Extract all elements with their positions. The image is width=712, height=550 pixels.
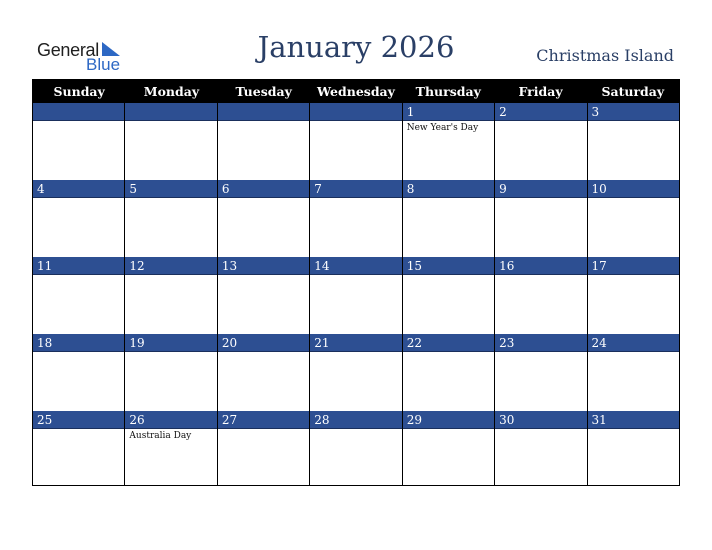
day-number: 16: [495, 257, 586, 275]
day-cell[interactable]: [124, 334, 216, 411]
day-cell[interactable]: [587, 257, 679, 334]
day-number: 6: [218, 180, 309, 198]
day-number: 27: [218, 411, 309, 429]
day-number: [33, 103, 124, 121]
day-number: 21: [310, 334, 401, 352]
day-cell[interactable]: [124, 103, 216, 180]
day-number: 14: [310, 257, 401, 275]
day-number: 13: [218, 257, 309, 275]
day-cell[interactable]: [494, 411, 586, 486]
day-number: 18: [33, 334, 124, 352]
day-number: 4: [33, 180, 124, 198]
day-number: [310, 103, 401, 121]
weekday-monday: Monday: [143, 84, 200, 99]
day-cell[interactable]: [587, 334, 679, 411]
day-cell[interactable]: [402, 180, 494, 257]
day-number: 20: [218, 334, 309, 352]
day-cell[interactable]: [402, 411, 494, 486]
day-cell[interactable]: [33, 103, 124, 180]
day-cell[interactable]: [494, 334, 586, 411]
day-cell[interactable]: [124, 180, 216, 257]
day-cell[interactable]: [402, 257, 494, 334]
day-cell[interactable]: [217, 334, 309, 411]
day-number: 22: [403, 334, 494, 352]
day-cell[interactable]: [494, 103, 586, 180]
day-number: 15: [403, 257, 494, 275]
day-number: 12: [125, 257, 216, 275]
weekday-thursday: Thursday: [415, 84, 481, 99]
logo-general-text: General: [37, 40, 99, 60]
day-number: 19: [125, 334, 216, 352]
calendar-grid: [32, 79, 680, 486]
day-cell[interactable]: [494, 180, 586, 257]
day-number: [218, 103, 309, 121]
day-cell[interactable]: [587, 103, 679, 180]
weekday-header: [33, 80, 679, 103]
day-cell[interactable]: [124, 411, 216, 486]
day-number: 17: [588, 257, 679, 275]
week-row: [33, 411, 679, 486]
region-label: Christmas Island: [536, 46, 674, 65]
day-number: 29: [403, 411, 494, 429]
day-number: 23: [495, 334, 586, 352]
day-cell[interactable]: [217, 103, 309, 180]
day-number: 26: [125, 411, 216, 429]
day-cell[interactable]: [33, 334, 124, 411]
week-row: [33, 257, 679, 334]
day-cell[interactable]: [309, 334, 401, 411]
day-cell[interactable]: [402, 334, 494, 411]
page-title: January 2026: [257, 30, 455, 64]
day-number: 7: [310, 180, 401, 198]
day-number: 9: [495, 180, 586, 198]
day-cell[interactable]: [33, 411, 124, 486]
weekday-wednesday: Wednesday: [317, 84, 395, 99]
holiday-label: New Year's Day: [406, 123, 479, 133]
day-cell[interactable]: [124, 257, 216, 334]
day-cell[interactable]: [309, 257, 401, 334]
day-number: 31: [588, 411, 679, 429]
day-cell[interactable]: [494, 257, 586, 334]
day-cell[interactable]: [587, 180, 679, 257]
weekday-saturday: Saturday: [601, 84, 665, 99]
day-number: 5: [125, 180, 216, 198]
day-cell[interactable]: [309, 103, 401, 180]
day-number: 30: [495, 411, 586, 429]
day-number: 10: [588, 180, 679, 198]
day-number: 1: [403, 103, 494, 121]
weekday-sunday: Sunday: [53, 84, 105, 99]
holiday-label: Australia Day: [129, 431, 192, 441]
day-cell[interactable]: [402, 103, 494, 180]
day-cell[interactable]: [217, 180, 309, 257]
logo-blue-text: Blue: [86, 55, 121, 74]
day-number: 3: [588, 103, 679, 121]
day-number: 8: [403, 180, 494, 198]
day-number: 2: [495, 103, 586, 121]
week-row: [33, 334, 679, 411]
day-number: 25: [33, 411, 124, 429]
day-cell[interactable]: [309, 180, 401, 257]
day-number: 24: [588, 334, 679, 352]
day-number: 28: [310, 411, 401, 429]
day-cell[interactable]: [587, 411, 679, 486]
day-number: [125, 103, 216, 121]
week-row: [33, 180, 679, 257]
day-cell[interactable]: [217, 411, 309, 486]
weeks-container: [33, 103, 679, 486]
day-cell[interactable]: [217, 257, 309, 334]
day-cell[interactable]: [33, 257, 124, 334]
weekday-tuesday: Tuesday: [235, 84, 292, 99]
day-cell[interactable]: [309, 411, 401, 486]
weekday-friday: Friday: [518, 84, 563, 99]
week-row: [33, 103, 679, 180]
day-cell[interactable]: [33, 180, 124, 257]
day-number: 11: [33, 257, 124, 275]
